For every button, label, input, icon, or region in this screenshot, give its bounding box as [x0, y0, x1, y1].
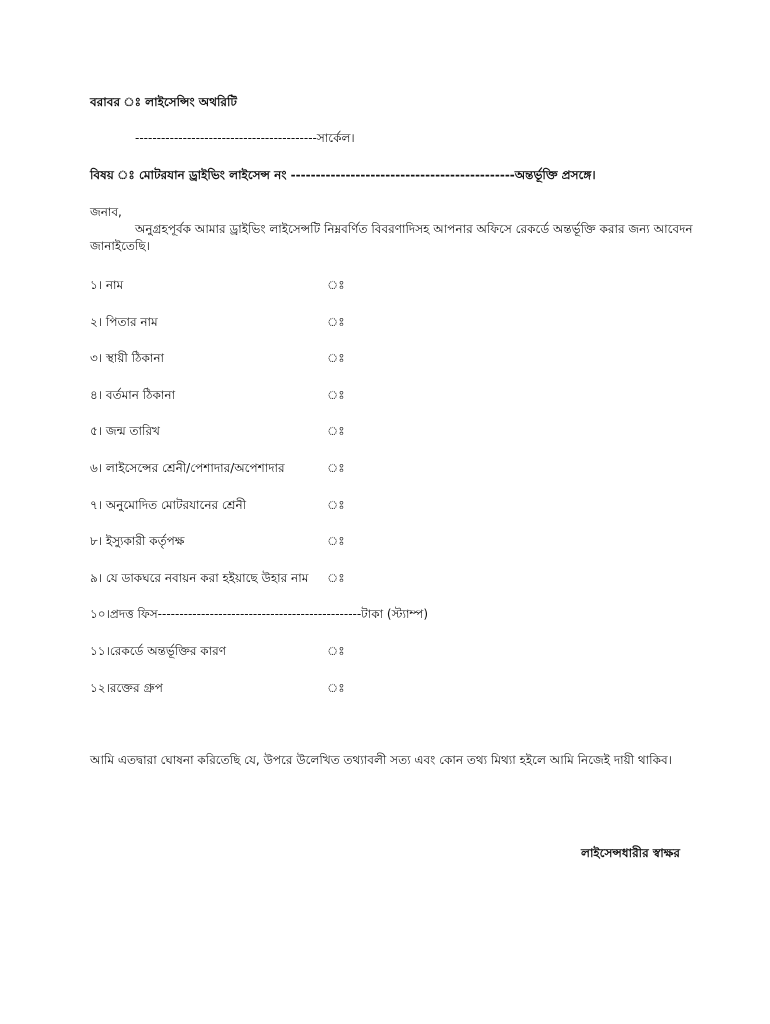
field-colon: ঃ — [327, 681, 345, 695]
field-label: ১১।রেকর্ডে অন্তর্ভূক্তির কারণ — [90, 644, 227, 658]
field-colon: ঃ — [327, 351, 345, 365]
subject-text: মোটরযান ড্রাইভিং লাইসেন্স নং ---------------------------------------------অন্তর্ভূক্তি প্রসঙ্গে। — [139, 168, 596, 182]
declaration-text: আমি এতদ্বারা ঘোষনা করিতেছি যে, উপরে উলেখিত তথ্যাবলী সত্য এবং কোন তথ্য মিথ্যা হইলে আমি নিজেই দায়ী থাকিব। — [90, 753, 672, 767]
body-paragraph-line-2: জানাইতেছি। — [90, 239, 150, 253]
field-colon: ঃ — [327, 388, 345, 402]
field-colon: ঃ — [327, 498, 345, 512]
field-colon: ঃ — [327, 424, 345, 438]
field-colon: ঃ — [327, 315, 345, 329]
field-colon: ঃ — [327, 534, 345, 548]
body-paragraph-line-1: অনুগ্রহপূর্বক আমার ড্রাইভিং লাইসেন্সটি নিম্নবর্ণিত বিবরণাদিসহ আপনার অফিসে রেকর্ডে অন্তর্ভূক্তি করার জন্য আবেদন — [135, 222, 693, 236]
field-label: ১২।রক্তের গ্রুপ — [90, 681, 163, 695]
field-label: ১০।প্রদত্ত ফিস-----------------------------------------------টাকা (স্ট্যাম্প) — [90, 607, 429, 621]
subject-label: বিষয় ঃ — [90, 168, 135, 182]
field-colon: ঃ — [327, 571, 345, 585]
field-label: ৪। বর্তমান ঠিকানা — [90, 388, 176, 402]
signature-label: লাইসেন্সধারীর স্বাক্ষর — [581, 846, 680, 860]
field-label: ৭। অনুমোদিত মোটরযানের শ্রেনী — [90, 498, 247, 512]
field-label: ৬। লাইসেন্সের শ্রেনী/পেশাদার/অপেশাদার — [90, 461, 285, 475]
field-colon: ঃ — [327, 278, 345, 292]
field-label: ৫। জন্ম তারিখ — [90, 424, 160, 438]
field-label: ৩। স্থায়ী ঠিকানা — [90, 351, 165, 365]
circle-line: ------------------------------------------সার্কেল। — [135, 131, 355, 145]
salutation: জনাব, — [90, 205, 122, 219]
field-colon: ঃ — [327, 461, 345, 475]
field-label: ২। পিতার নাম — [90, 315, 158, 329]
field-label: ১। নাম — [90, 278, 124, 292]
field-label: ৯। যে ডাকঘরে নবায়ন করা হইয়াছে উহার নাম — [90, 571, 309, 585]
field-colon: ঃ — [327, 644, 345, 658]
field-label: ৮। ইস্যুকারী কর্তৃপক্ষ — [90, 534, 185, 548]
addressee-to-line: বরাবর ঃ লাইসেন্সিং অথরিটি — [90, 95, 237, 109]
